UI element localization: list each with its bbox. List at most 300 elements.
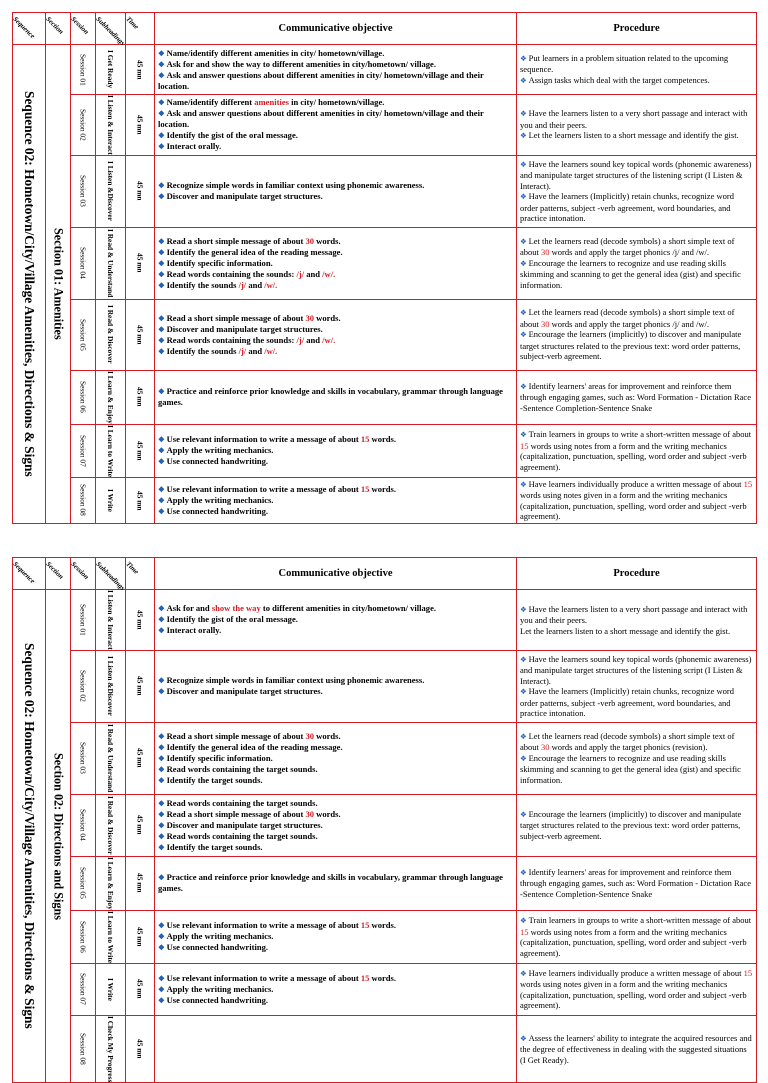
bullet-item [520, 731, 753, 753]
time-label: 45 mn [135, 490, 145, 511]
header-objective: Communicative objective [155, 13, 517, 45]
bullet-item [158, 831, 513, 842]
text-run: and [246, 279, 265, 290]
bullet-item [158, 97, 513, 108]
session-label: Session 02 [78, 108, 88, 141]
text-run: Encourage the learners (implicitly) to discover and manipulate target structures related to the previous text: word order patterns, subject-verb agreement. [520, 329, 742, 362]
bullet-item [520, 604, 753, 626]
text-run: Identify the target sounds. [166, 841, 263, 852]
diamond-bullet-icon: ❖ [520, 1033, 529, 1043]
bullet-item [158, 180, 513, 191]
highlighted-text: 30 [305, 312, 315, 323]
text-run: Have learners individually produce a written message of about [528, 478, 744, 489]
time-label: 45 mn [135, 979, 145, 999]
highlighted-text: /j/ [238, 279, 247, 290]
diamond-bullet-icon: ❖ [158, 873, 167, 883]
session-label: Session 04 [78, 247, 88, 280]
diamond-bullet-icon: ❖ [158, 236, 167, 246]
procedure-cell [517, 95, 757, 156]
bullet-item [520, 479, 753, 522]
diamond-bullet-icon: ❖ [158, 48, 167, 58]
diamond-bullet-icon: ❖ [158, 258, 167, 268]
bullet-item [158, 236, 513, 247]
diamond-bullet-icon: ❖ [520, 867, 529, 877]
subheading-label: I Learn to Write [106, 910, 115, 963]
text-run: Let the learners read (decode symbols) a short simple text of about [520, 730, 735, 753]
text-run: Apply the writing mechanics. [166, 445, 274, 456]
text-run: Read a short simple message of about [166, 730, 306, 741]
bullet-item [158, 625, 513, 636]
diamond-bullet-icon: ❖ [158, 181, 167, 191]
text-run: Use connected handwriting. [166, 942, 268, 953]
text-run: Have learners individually produce a written message of about [528, 967, 744, 978]
objective-cell [155, 424, 517, 477]
header-section: Section [46, 558, 71, 590]
bullet-item [520, 968, 753, 1011]
diamond-bullet-icon: ❖ [520, 381, 529, 391]
lesson-plan-table-2 [12, 557, 756, 1083]
time-label: 45 mn [135, 324, 145, 345]
time-label: 45 mn [135, 873, 145, 893]
time-label: 45 mn [135, 676, 145, 696]
subheading-label: I Listen & Interact [106, 590, 115, 650]
bullet-item [158, 995, 513, 1006]
text-run: Name/identify different amenities in city/ hometown/village. [166, 47, 385, 58]
text-run: and [304, 334, 323, 345]
text-run: Have the learners listen to a very short passage and interact with you and their peers. [520, 603, 748, 626]
bullet-item [158, 686, 513, 697]
procedure-cell [517, 650, 757, 722]
bullet-item [158, 324, 513, 335]
diamond-bullet-icon: ❖ [158, 346, 167, 356]
procedure-cell [517, 424, 757, 477]
diamond-bullet-icon: ❖ [158, 495, 167, 505]
bullet-item [158, 335, 513, 346]
subheading-label: I Learn & Enjoy [106, 856, 115, 910]
time-label: 45 mn [135, 610, 145, 630]
objective-cell [155, 95, 517, 156]
text-run: Read words containing the sounds: [166, 334, 297, 345]
highlighted-text: 15 [360, 920, 370, 931]
highlighted-text: 15 [360, 483, 370, 494]
diamond-bullet-icon: ❖ [158, 70, 167, 80]
text-run: Recognize simple words in familiar context using phonemic awareness. [166, 675, 425, 686]
diamond-bullet-icon: ❖ [520, 330, 529, 340]
diamond-bullet-icon: ❖ [158, 676, 167, 686]
diamond-bullet-icon: ❖ [520, 159, 529, 169]
bullet-item [520, 130, 753, 142]
diamond-bullet-icon: ❖ [158, 59, 167, 69]
procedure-cell [517, 910, 757, 963]
text-run: words. [314, 312, 341, 323]
objective-cell [155, 45, 517, 95]
text-run: Identify the sounds [166, 345, 239, 356]
text-run: words. [314, 730, 341, 741]
bullet-item [158, 931, 513, 942]
bullet-item [520, 1033, 753, 1066]
diamond-bullet-icon: ❖ [158, 984, 167, 994]
bullet-item [158, 798, 513, 809]
header-time: Time [126, 13, 155, 45]
text-run: Assess the learners' ability to integrate the acquired resources and the degree of effectiveness in dealing with the suggested situations (I Get Ready). [520, 1032, 752, 1065]
session-label: Session 06 [78, 381, 88, 414]
bullet-item [158, 775, 513, 786]
text-run: Discover and manipulate target structures. [166, 819, 323, 830]
text-run: Use relevant information to write a message of about [166, 972, 361, 983]
text-run: words and apply the target phonics (revision). [549, 742, 708, 753]
diamond-bullet-icon: ❖ [158, 435, 167, 445]
bullet-item [158, 191, 513, 202]
session-label: Session 02 [78, 670, 88, 703]
text-run: Have the learners listen to a very short passage and interact with you and their peers. [520, 108, 748, 130]
procedure-cell [517, 299, 757, 370]
procedure-cell [517, 227, 757, 299]
bullet-item [158, 731, 513, 742]
subheading-label: I Check My Progress [106, 1015, 115, 1083]
diamond-bullet-icon: ❖ [158, 831, 167, 841]
highlighted-text: /w/. [264, 345, 278, 356]
text-run: words. [369, 483, 396, 494]
header-procedure: Procedure [517, 13, 757, 45]
text-run: Ask for and [166, 603, 212, 614]
procedure-cell [517, 155, 757, 227]
diamond-bullet-icon: ❖ [520, 131, 529, 141]
session-label: Session 01 [78, 603, 88, 636]
diamond-bullet-icon: ❖ [158, 842, 167, 852]
text-run: Identify the gist of the oral message. [166, 130, 298, 141]
diamond-bullet-icon: ❖ [158, 626, 167, 636]
text-run: Recognize simple words in familiar context using phonemic awareness. [166, 180, 425, 191]
header-objective: Communicative objective [155, 558, 517, 590]
diamond-bullet-icon: ❖ [158, 604, 167, 614]
header-procedure: Procedure [517, 558, 757, 590]
text-run: in city/ hometown/village. [288, 97, 385, 108]
text-run: words. [369, 434, 396, 445]
bullet-item [520, 258, 753, 291]
procedure-cell [517, 794, 757, 856]
diamond-bullet-icon: ❖ [158, 506, 167, 516]
diamond-bullet-icon: ❖ [158, 809, 167, 819]
text-run: words. [314, 808, 341, 819]
text-run: words and apply the target phonics /j/ and /w/. [549, 318, 709, 329]
text-run: Practice and reinforce prior knowledge and skills in vocabulary, grammar through language games. [158, 386, 503, 408]
text-run: Identify the general idea of the reading message. [166, 246, 343, 257]
diamond-bullet-icon: ❖ [158, 731, 167, 741]
bullet-item [158, 603, 513, 614]
text-run: Identify the target sounds. [166, 774, 263, 785]
sequence-cell [13, 590, 46, 1083]
bullet-item [520, 329, 753, 362]
session-label: Session 05 [78, 318, 88, 351]
procedure-cell [517, 477, 757, 523]
text-run: Identify specific information. [166, 752, 273, 763]
text-run: Use relevant information to write a message of about [166, 920, 361, 931]
objective-cell [155, 910, 517, 963]
text-run: Ask and answer questions about different amenities in city/ hometown/village and their location. [158, 108, 484, 130]
text-run: Practice and reinforce prior knowledge and skills in vocabulary, grammar through language games. [158, 872, 503, 894]
diamond-bullet-icon: ❖ [158, 142, 167, 152]
header-session: Session [71, 13, 96, 45]
bullet-item [158, 386, 513, 408]
highlighted-text: 15 [520, 440, 529, 451]
diamond-bullet-icon: ❖ [520, 604, 529, 614]
diamond-bullet-icon: ❖ [520, 53, 529, 63]
diamond-bullet-icon: ❖ [158, 324, 167, 334]
bullet-item [158, 920, 513, 931]
subheading-label: I Read & Discover [106, 795, 115, 855]
text-run: Interact orally. [166, 141, 222, 152]
bullet-item [520, 809, 753, 842]
diamond-bullet-icon: ❖ [520, 753, 529, 763]
text-run: words using notes given in a form and the writing mechanics (capitalization, punctuation, spelling, word order and subject -verb agreement). [520, 979, 747, 1011]
diamond-bullet-icon: ❖ [158, 109, 167, 119]
text-run: words. [369, 920, 396, 931]
time-label: 45 mn [135, 748, 145, 768]
header-subheadings: Subheadings [96, 13, 126, 45]
text-run: Identify learners' areas for improvement and reinforce them through engaging games, such as: Word Formation - Dictation Race -Sentence Completion-Sentence Snake [520, 380, 751, 413]
header-section: Section [46, 13, 71, 45]
text-run: Read words containing the sounds: [166, 268, 297, 279]
subheading-label: I Read & Understand [106, 229, 115, 298]
time-label: 45 mn [135, 253, 145, 273]
bullet-item [158, 973, 513, 984]
bullet-item [520, 867, 753, 900]
text-run: Have the learners (Implicitly) retain chunks, recognize word order patterns, subject -verb agreement, word boundaries, and practice intonation. [520, 686, 734, 719]
diamond-bullet-icon: ❖ [158, 457, 167, 467]
diamond-bullet-icon: ❖ [520, 654, 529, 664]
procedure-cell [517, 963, 757, 1015]
diamond-bullet-icon: ❖ [158, 131, 167, 141]
bullet-item [158, 48, 513, 59]
text-run: Have the learners (Implicitly) retain chunks, recognize word order patterns, subject -verb agreement, word boundaries, and practice intonation. [520, 191, 734, 224]
bullet-item [158, 675, 513, 686]
bullet-item [158, 506, 513, 517]
text-run: Encourage the learners to recognize and use reading skills skimming and scanning to get the general idea (gist) and specific information. [520, 257, 741, 290]
diamond-bullet-icon: ❖ [158, 615, 167, 625]
bullet-item [158, 258, 513, 269]
time-label: 45 mn [135, 926, 145, 947]
bullet-item [158, 280, 513, 291]
sequence-cell [13, 45, 46, 524]
diamond-bullet-icon: ❖ [158, 687, 167, 697]
bullet-item [158, 495, 513, 506]
header-subheadings: Subheadings [96, 558, 126, 590]
diamond-bullet-icon: ❖ [158, 269, 167, 279]
bullet-item [158, 942, 513, 953]
highlighted-text: 30 [541, 742, 550, 753]
diamond-bullet-icon: ❖ [158, 192, 167, 202]
procedure-cell [517, 1015, 757, 1082]
diamond-bullet-icon: ❖ [520, 308, 529, 318]
bullet-item [158, 108, 513, 130]
diamond-bullet-icon: ❖ [158, 280, 167, 290]
bullet-item [520, 429, 753, 472]
highlighted-text: 30 [541, 247, 550, 258]
diamond-bullet-icon: ❖ [520, 809, 529, 819]
text-run: Train learners in groups to write a short-written message of about [528, 915, 752, 926]
procedure-cell [517, 590, 757, 651]
text-run: Identify the general idea of the reading message. [166, 741, 343, 752]
text-run: Discover and manipulate target structures. [166, 191, 323, 202]
objective-cell [155, 227, 517, 299]
text-run: Discover and manipulate target structures. [166, 323, 323, 334]
text-run: Apply the writing mechanics. [166, 983, 274, 994]
highlighted-text: amenities [254, 97, 289, 108]
bullet-item [158, 753, 513, 764]
section-cell [46, 45, 71, 524]
bullet-item [520, 191, 753, 224]
diamond-bullet-icon: ❖ [158, 98, 167, 108]
text-run: Identify specific information. [166, 257, 273, 268]
objective-cell [155, 590, 517, 651]
objective-cell [155, 963, 517, 1015]
subheading-label: I Listen & Interact [106, 95, 115, 155]
procedure-cell [517, 45, 757, 95]
procedure-cell [517, 370, 757, 424]
subheading-label: I Read & Understand [106, 724, 115, 793]
text-run: Use relevant information to write a message of about [166, 483, 361, 494]
session-label: Session 01 [78, 53, 88, 86]
text-run: Let the learners read (decode symbols) a short simple text of about [520, 235, 735, 258]
highlighted-text: /w/. [322, 334, 336, 345]
session-label: Session 07 [78, 434, 88, 467]
text-run: Read a short simple message of about [166, 235, 306, 246]
time-label: 45 mn [135, 181, 145, 201]
text-run: Discover and manipulate target structures. [166, 686, 323, 697]
subheading-label: I Write [106, 488, 115, 512]
procedure-cell [517, 856, 757, 910]
diamond-bullet-icon: ❖ [158, 742, 167, 752]
subheading-label: I Read & Discover [106, 305, 115, 364]
text-run: Put learners in a problem situation related to the upcoming sequence. [520, 52, 729, 75]
text-run: Let the learners read (decode symbols) a short simple text of about [520, 307, 735, 329]
diamond-bullet-icon: ❖ [158, 313, 167, 323]
text-run: Identify learners' areas for improvement and reinforce them through engaging games, such as: Word Formation - Dictation Race -Sentence Completion-Sentence Snake [520, 866, 751, 899]
highlighted-text: show the way [211, 603, 261, 614]
highlighted-text: 30 [541, 318, 550, 329]
diamond-bullet-icon: ❖ [158, 335, 167, 345]
highlighted-text: 15 [520, 926, 529, 937]
diamond-bullet-icon: ❖ [158, 943, 167, 953]
bullet-item [158, 614, 513, 625]
highlighted-text: /j/ [296, 268, 305, 279]
text-run: Name/identify different [166, 97, 255, 108]
sequence-title: Sequence 02: Hometown/City/Village Amenities, Directions & Signs [22, 643, 37, 1029]
subheading-label: I Learn to Write [106, 424, 115, 477]
bullet-item [158, 764, 513, 775]
text-run: to different amenities in city/hometown/ village. [260, 603, 436, 614]
time-label: 45 mn [135, 815, 145, 835]
section-title: Section 01: Amenities [51, 228, 66, 340]
bullet-item [158, 313, 513, 324]
bullet-item [158, 742, 513, 753]
diamond-bullet-icon: ❖ [520, 687, 529, 697]
objective-cell [155, 1015, 517, 1082]
subheading-label: I Listen &Discover [106, 161, 115, 222]
procedure-cell [517, 722, 757, 794]
diamond-bullet-icon: ❖ [520, 430, 529, 440]
bullet-item [158, 456, 513, 467]
objective-cell [155, 299, 517, 370]
section-title: Section 02: Directions and Signs [51, 752, 66, 920]
lesson-plan-table-1 [12, 12, 756, 524]
bullet-item [520, 753, 753, 786]
text-run: words using notes from a form and the writing mechanics (capitalization, punctuation, spelling, word order and subject -verb agreement). [520, 440, 747, 472]
diamond-bullet-icon: ❖ [158, 798, 167, 808]
objective-cell [155, 722, 517, 794]
text-run: words and apply the target phonics /j/ and /w/. [549, 247, 709, 258]
text-run: Identify the sounds [166, 279, 239, 290]
time-label: 45 mn [135, 59, 145, 80]
time-label: 45 mn [135, 387, 145, 407]
diamond-bullet-icon: ❖ [158, 387, 167, 397]
text-run: Read words containing the target sounds. [166, 797, 318, 808]
bullet-item [520, 75, 753, 87]
subheading-label: I Learn & Enjoy [106, 370, 115, 424]
subheading-label: I Write [106, 977, 115, 1001]
diamond-bullet-icon: ❖ [520, 731, 529, 741]
bullet-item [520, 626, 753, 637]
text-run: Let the learners listen to a short message and identify the gist. [528, 130, 739, 141]
text-run: Encourage the learners to recognize and use reading skills skimming and scanning to get the general idea (gist) and specific information. [520, 752, 741, 785]
text-run: Apply the writing mechanics. [166, 931, 274, 942]
bullet-item [520, 915, 753, 958]
bullet-item [520, 307, 753, 329]
diamond-bullet-icon: ❖ [158, 446, 167, 456]
bullet-item [158, 484, 513, 495]
text-run: words using notes given in a form and the writing mechanics (capitalization, punctuation, spelling, word order and subject -verb agreement). [520, 490, 747, 522]
diamond-bullet-icon: ❖ [158, 753, 167, 763]
section-cell [46, 590, 71, 1083]
bullet-item [158, 346, 513, 357]
time-label: 45 mn [135, 441, 145, 461]
diamond-bullet-icon: ❖ [158, 775, 167, 785]
bullet-item [520, 236, 753, 258]
diamond-bullet-icon: ❖ [520, 968, 529, 978]
objective-cell [155, 370, 517, 424]
highlighted-text: /j/ [238, 345, 247, 356]
text-run: Assign tasks which deal with the target competences. [528, 74, 710, 85]
diamond-bullet-icon: ❖ [158, 932, 167, 942]
session-label: Session 07 [78, 973, 88, 1005]
bullet-item [520, 108, 753, 130]
text-run: words using notes from a form and the writing mechanics (capitalization, punctuation, spelling, word order and subject -verb agreement). [520, 926, 747, 958]
text-run: Read a short simple message of about [166, 312, 306, 323]
diamond-bullet-icon: ❖ [520, 258, 529, 268]
highlighted-text: /j/ [296, 334, 305, 345]
diamond-bullet-icon: ❖ [520, 236, 529, 246]
bullet-item [158, 809, 513, 820]
bullet-item [520, 53, 753, 75]
diamond-bullet-icon: ❖ [520, 916, 529, 926]
diamond-bullet-icon: ❖ [158, 995, 167, 1005]
subheading-label: I Get Ready [106, 50, 115, 89]
highlighted-text: 30 [305, 235, 315, 246]
bullet-item [158, 820, 513, 831]
text-run: Read words containing the target sounds. [166, 830, 318, 841]
session-label: Session 03 [78, 742, 88, 775]
bullet-item [158, 872, 513, 894]
text-run: Apply the writing mechanics. [166, 494, 274, 505]
session-label: Session 08 [78, 1032, 88, 1065]
text-run: and [246, 345, 265, 356]
bullet-item [520, 654, 753, 687]
diamond-bullet-icon: ❖ [158, 764, 167, 774]
text-run: Use relevant information to write a message of about [166, 434, 361, 445]
session-label: Session 06 [78, 920, 88, 953]
header-sequence: Sequence [13, 558, 46, 590]
sequence-title: Sequence 02: Hometown/City/Village Amenities, Directions & Signs [22, 91, 37, 477]
